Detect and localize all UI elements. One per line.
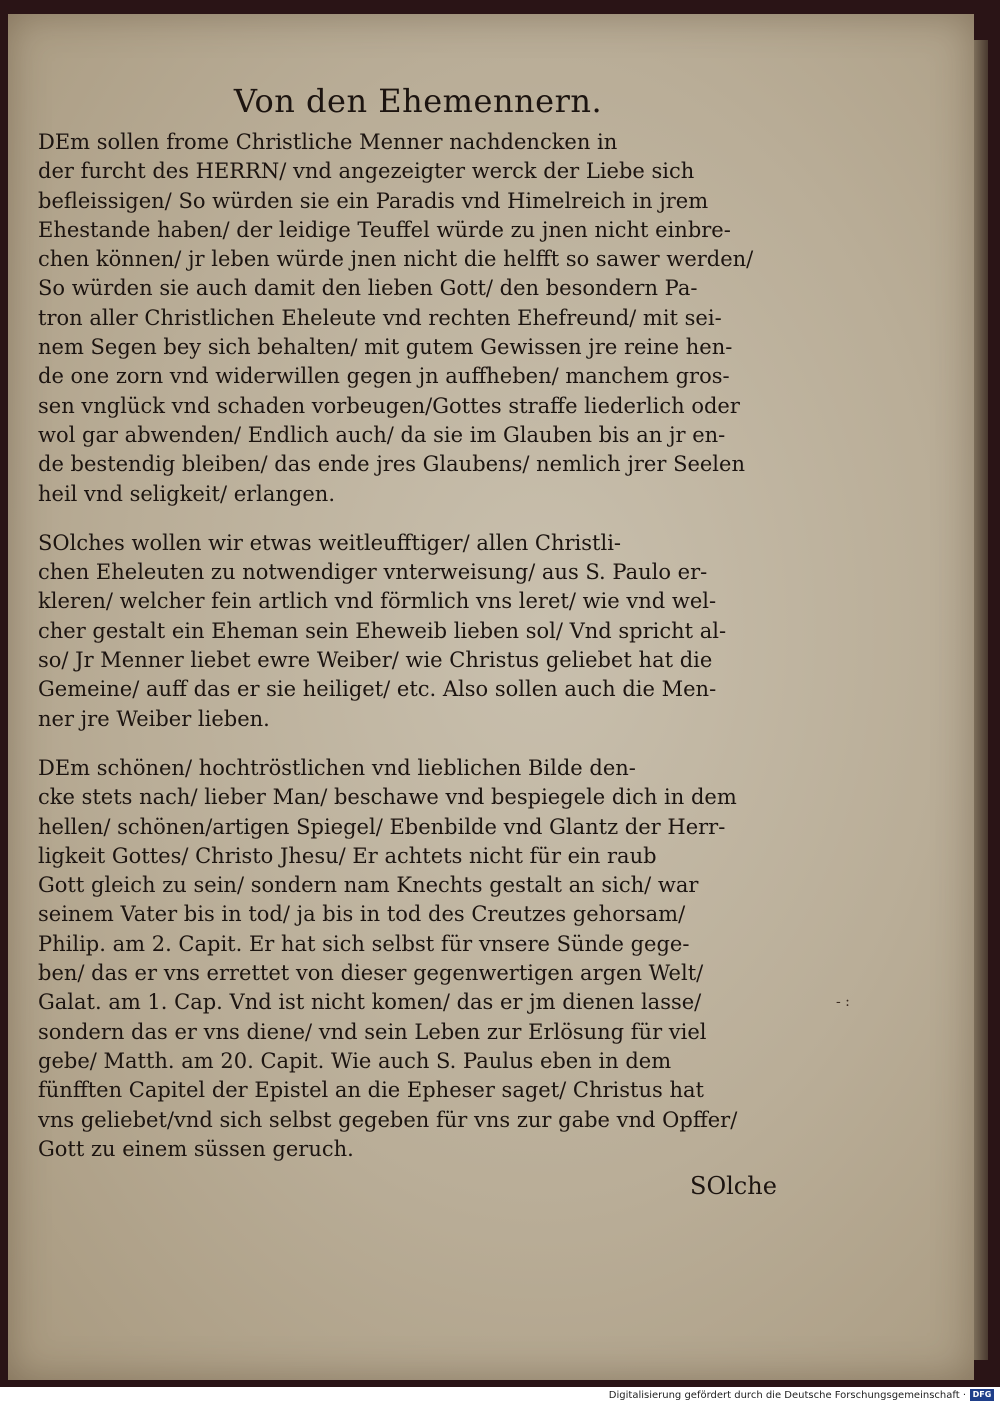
text-line: fünfften Capitel der Epistel an die Epheser saget/ Christus hat (38, 1078, 704, 1103)
text-line: tron aller Christlichen Eheleute vnd rechten Ehefreund/ mit sei- (38, 305, 722, 330)
dfg-logo: DFG (970, 1389, 994, 1401)
text-line: chen Eheleuten zu notwendiger vnterweisung/ aus S. Paulo er- (38, 560, 708, 585)
text-line: cher gestalt ein Eheman sein Eheweib lieben sol/ Vnd spricht al- (38, 618, 727, 643)
text-line: SOlches wollen wir etwas weitleufftiger/ allen Christli- (38, 530, 622, 555)
paragraph (38, 529, 798, 734)
text-line: Gemeine/ auff das er sie heiliget/ etc. Also sollen auch die Men- (38, 677, 717, 702)
text-line: vns geliebet/vnd sich selbst gegeben für vns zur gabe vnd Opffer/ (38, 1107, 738, 1132)
text-line: DEm schönen/ hochtröstlichen vnd lieblichen Bilde den- (38, 755, 636, 780)
text-line: gebe/ Matth. am 20. Capit. Wie auch S. Paulus eben in dem (38, 1048, 672, 1073)
text-line: ben/ das er vns errettet von dieser gegenwertigen argen Welt/ (38, 961, 704, 986)
text-line: der furcht des HERRN/ vnd angezeigter werck der Liebe sich (38, 159, 695, 184)
text-line: ner jre Weiber lieben. (38, 706, 270, 731)
text-line: befleissigen/ So würden sie ein Paradis vnd Himelreich in jrem (38, 188, 709, 213)
text-line: seinem Vater bis in tod/ ja bis in tod des Creutzes gehorsam/ (38, 902, 686, 927)
text-line: wol gar abwenden/ Endlich auch/ da sie im Glauben bis an jr en- (38, 422, 726, 447)
page-heading: Von den Ehemennern. (233, 82, 603, 120)
text-line: hellen/ schönen/artigen Spiegel/ Ebenbilde vnd Glantz der Herr- (38, 814, 726, 839)
text-line: so/ Jr Menner liebet ewre Weiber/ wie Christus geliebet hat die (38, 648, 713, 673)
text-line: Ehestande haben/ der leidige Teuffel würde zu jnen nicht einbre- (38, 217, 731, 242)
text-line: nem Segen bey sich behalten/ mit gutem Gewissen jre reine hen- (38, 335, 733, 360)
text-line: chen können/ jr leben würde jnen nicht die helfft so sawer werden/ (38, 247, 754, 272)
text-line: Gott zu einem süssen geruch. (38, 1136, 354, 1161)
text-line: sen vnglück vnd schaden vorbeugen/Gottes straffe liederlich oder (38, 393, 740, 418)
text-line: ligkeit Gottes/ Christo Jhesu/ Er achtets nicht für ein raub (38, 843, 657, 868)
paragraph (38, 754, 798, 1164)
text-line: Gott gleich zu sein/ sondern nam Knechts gestalt an sich/ war (38, 873, 699, 898)
text-line: de one zorn vnd widerwillen gegen jn auffheben/ manchem gros- (38, 364, 730, 389)
page-text (38, 70, 798, 1184)
paragraph (38, 128, 798, 509)
text-line: cke stets nach/ lieber Man/ beschawe vnd bespiegele dich in dem (38, 785, 737, 810)
page-edge (974, 40, 988, 1360)
catchword: SOlche (690, 1172, 777, 1200)
text-line: DEm sollen frome Christliche Menner nachdencken in (38, 130, 618, 154)
text-line: sondern das er vns diene/ vnd sein Leben zur Erlösung für viel (38, 1019, 707, 1044)
paragraphs (38, 128, 798, 1164)
text-line: kleren/ welcher fein artlich vnd förmlich vns leret/ wie vnd wel- (38, 589, 717, 614)
margin-mark: - : (836, 994, 850, 1010)
text-line: heil vnd seligkeit/ erlangen. (38, 481, 336, 506)
text-line: Galat. am 1. Cap. Vnd ist nicht komen/ das er jm dienen lasse/ (38, 990, 702, 1015)
footer-credit: Digitalisierung gefördert durch die Deutsche Forschungsgemeinschaft · (608, 1390, 966, 1401)
text-line: de bestendig bleiben/ das ende jres Glaubens/ nemlich jrer Seelen (38, 452, 745, 477)
text-line: Philip. am 2. Capit. Er hat sich selbst für vnsere Sünde gege- (38, 931, 690, 956)
text-line: So würden sie auch damit den lieben Gott/ den besondern Pa- (38, 276, 698, 301)
